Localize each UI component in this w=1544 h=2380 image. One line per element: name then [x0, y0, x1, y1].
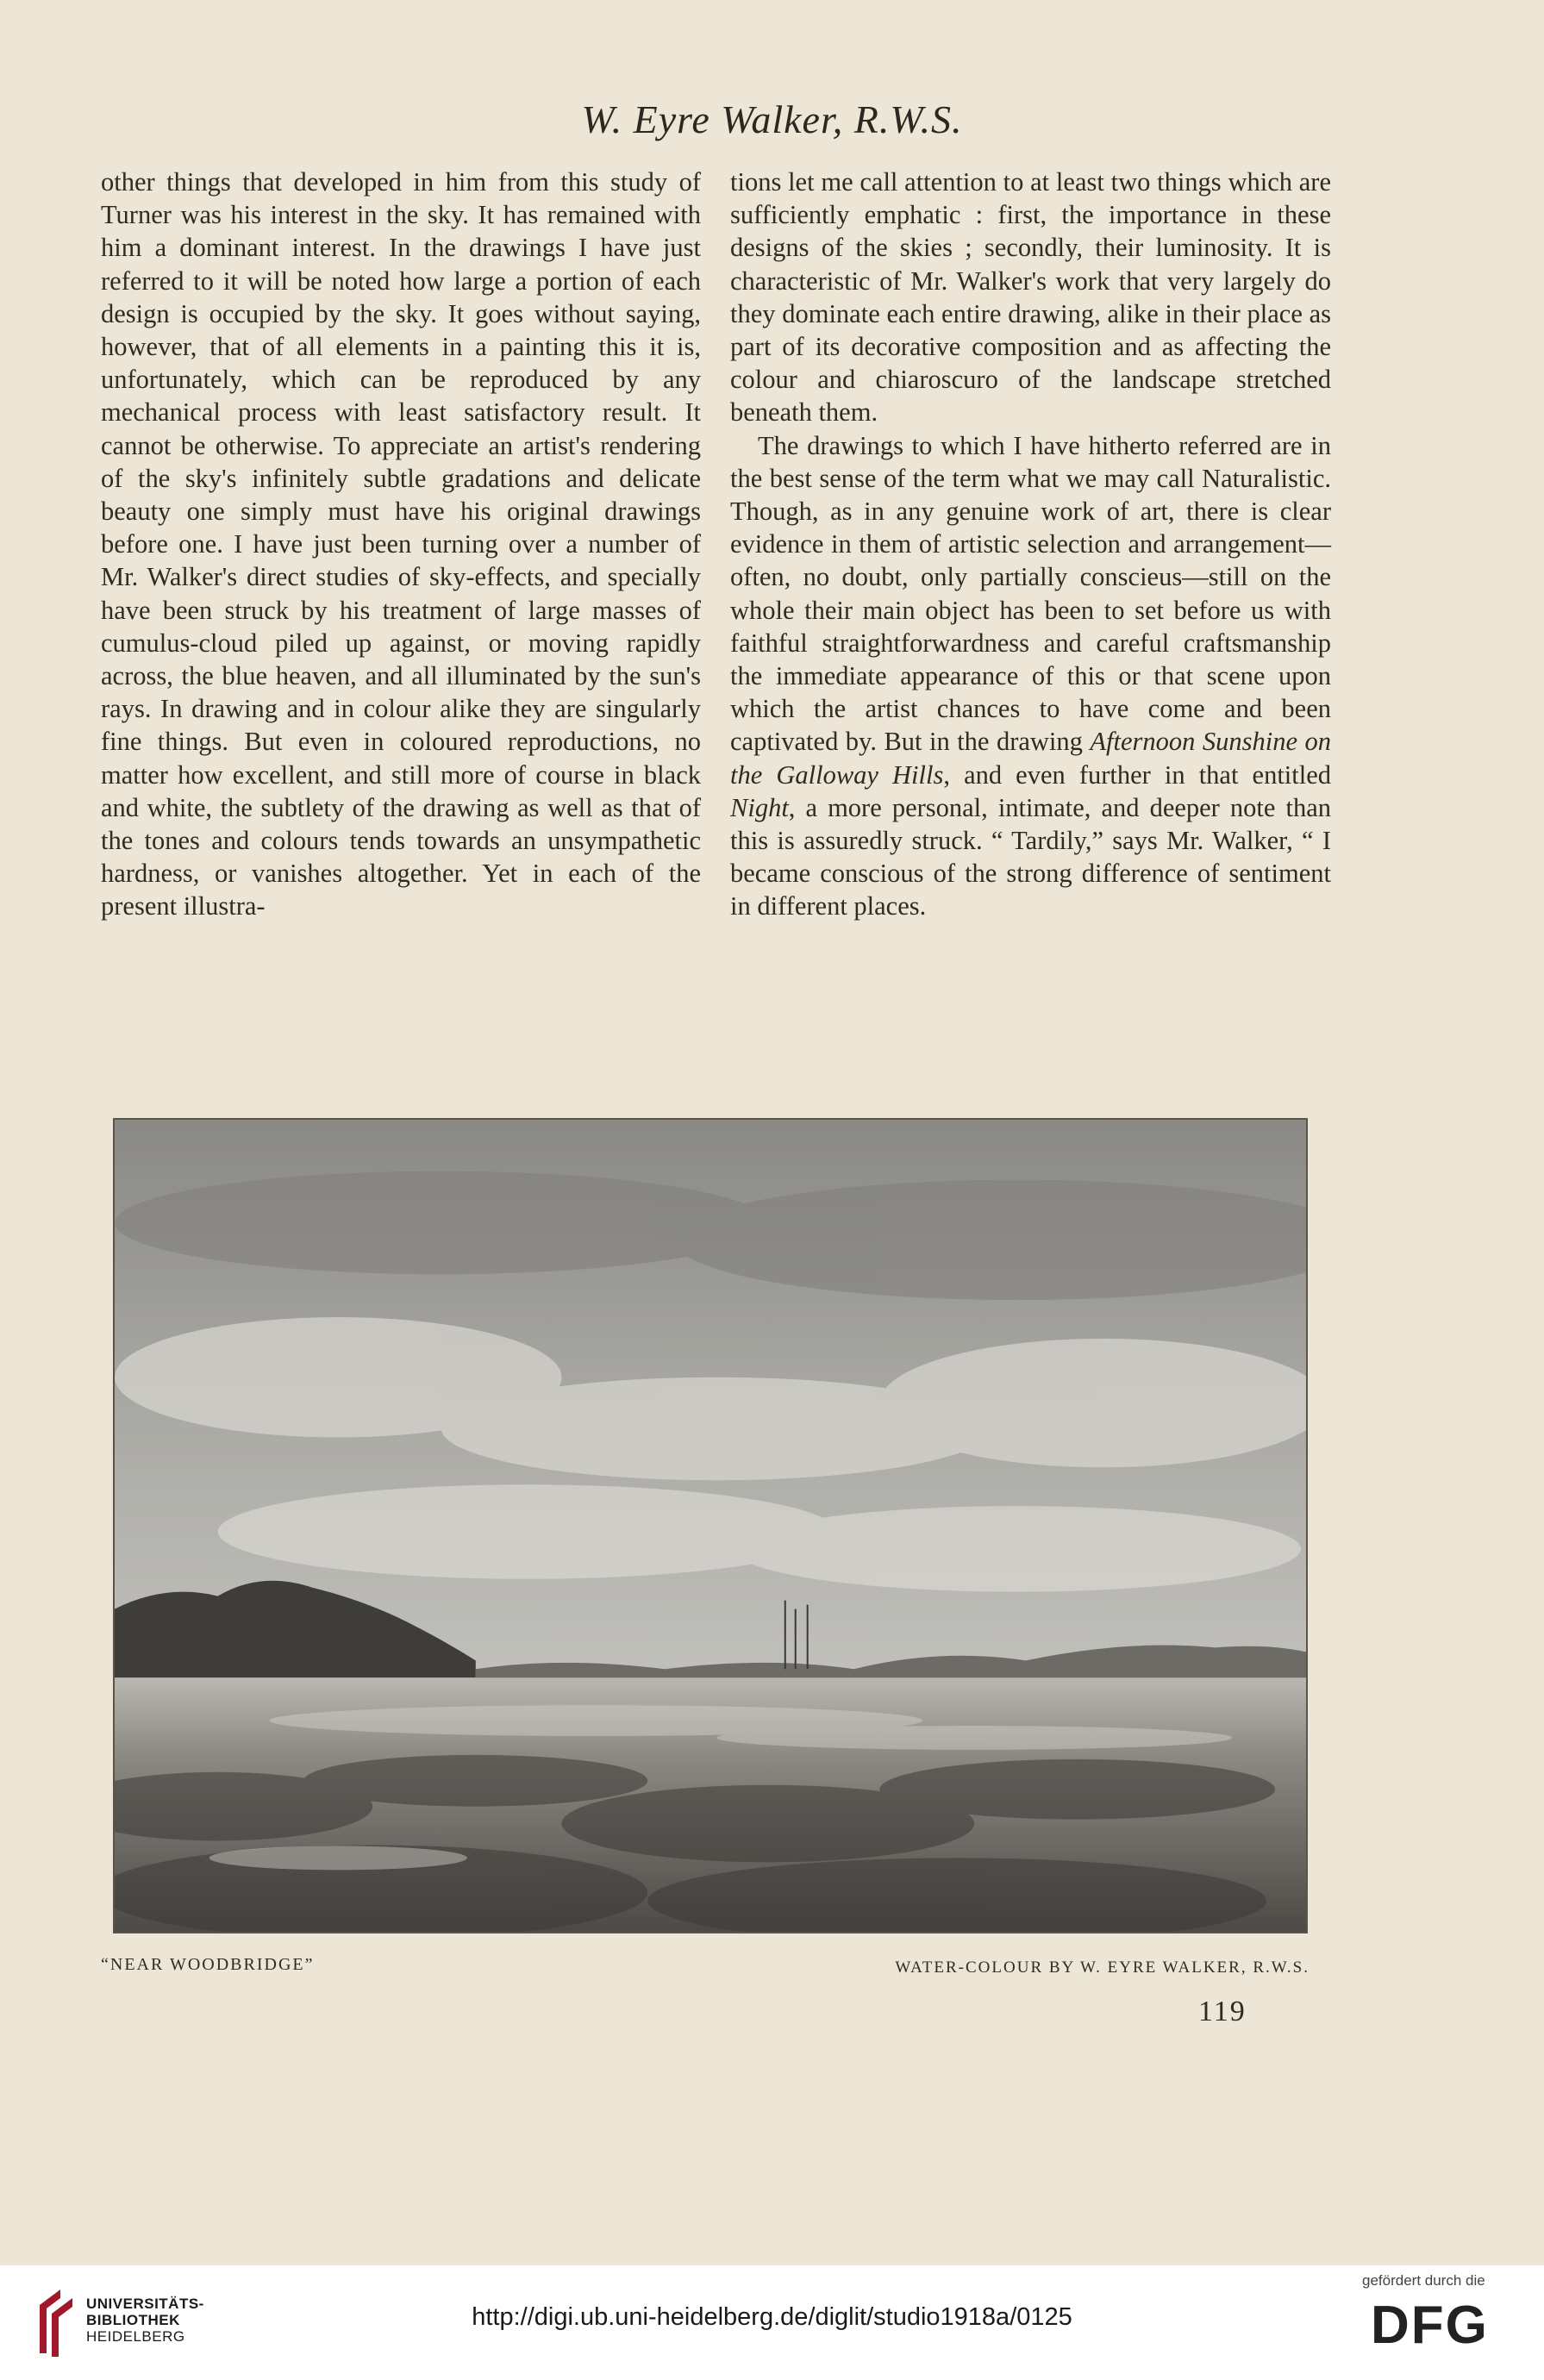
plate-caption-title: “NEAR WOODBRIDGE” — [101, 1955, 315, 1974]
left-column-paragraph: other things that developed in him from this study of Turner was his interest in the sky. It has remained with him a dominant interest. In the drawings I have just referred to it will be noted how large a portion of each design is occupied by the sky. It goes without saying, however, that of all elements in a painting this it is, unfortunately, which can be reproduced by any mechanical process with least satisfactory result. It cannot be otherwise. To appreciate an artist's rendering of the sky's infinitely subtle gradations and delicate beauty one simply must have his original drawings before one. I have just been turning over a number of Mr. Walker's direct studies of sky-effects, and specially have been struck by his treatment of large masses of cumulus-cloud piled up against, or moving rapidly across, the blue heaven, and all illuminated by the sun's rays. In drawing and in colour alike they are singularly fine things. But even in coloured reproductions, no matter how excellent, and still more of course in black and white, the subtlety of the drawing as well as that of the tones and colours tends towards an unsympathetic hardness, or vanishes altogether. Yet in each of the present illustra- — [101, 167, 701, 921]
source-url-link[interactable]: http://digi.ub.uni-heidelberg.de/diglit/studio1918a/0125 — [472, 2303, 1072, 2331]
funded-by-label: gefördert durch die — [1362, 2272, 1485, 2289]
paragraph-text: The drawings to which I have hitherto referred are in the best sense of the term what we may call Naturalistic. Though, as in any genuine work of art, there is clear evidence in them of artistic selection and arrangement—often, no doubt, only partially conscieus—still on the whole their main object has been to set before us with faithful straightforwardness and careful craftsmanship the immediate appearance of this or that scene upon which the artist chances to have come and been captivated by. But in the drawing — [730, 430, 1331, 757]
right-column — [730, 166, 1331, 923]
library-name-line: HEIDELBERG — [86, 2328, 185, 2345]
library-name-line: UNIVERSITÄTS- — [86, 2296, 204, 2312]
left-column — [101, 166, 701, 923]
paragraph-text: , and even further in that entitled — [943, 759, 1331, 790]
right-column-paragraph-2 — [730, 429, 1331, 923]
dfg-logo: DFG — [1371, 2296, 1489, 2355]
running-head: W. Eyre Walker, R.W.S. — [581, 97, 963, 141]
artwork-title: Night — [730, 792, 789, 822]
page-number: 119 — [1198, 1996, 1247, 2027]
landscape-illustration — [113, 1118, 1308, 1933]
right-column-paragraph-1: tions let me call attention to at least two things which are sufficiently emphatic : first, the importance in these designs of the skies ; secondly, their luminosity. It is characteristic of Mr. Walker's work that very largely do they dominate each entire drawing, alike in their place as part of its decorative composition and as affecting the colour and chiaroscuro of the landscape stretched beneath them. — [730, 167, 1331, 428]
library-name-line: BIBLIOTHEK — [86, 2312, 180, 2328]
plate-caption-credit: WATER-COLOUR BY W. EYRE WALKER, R.W.S. — [895, 1958, 1310, 1977]
paragraph-text: , a more personal, intimate, and deeper note than this is assuredly struck. “ Tardily,” says Mr. Walker, “ I became conscious of the strong difference of sentiment in different places. — [730, 792, 1331, 921]
artwork-title: Afternoon Sunshine on the Galloway Hills — [730, 727, 1331, 790]
landscape-picture — [115, 1120, 1306, 1932]
